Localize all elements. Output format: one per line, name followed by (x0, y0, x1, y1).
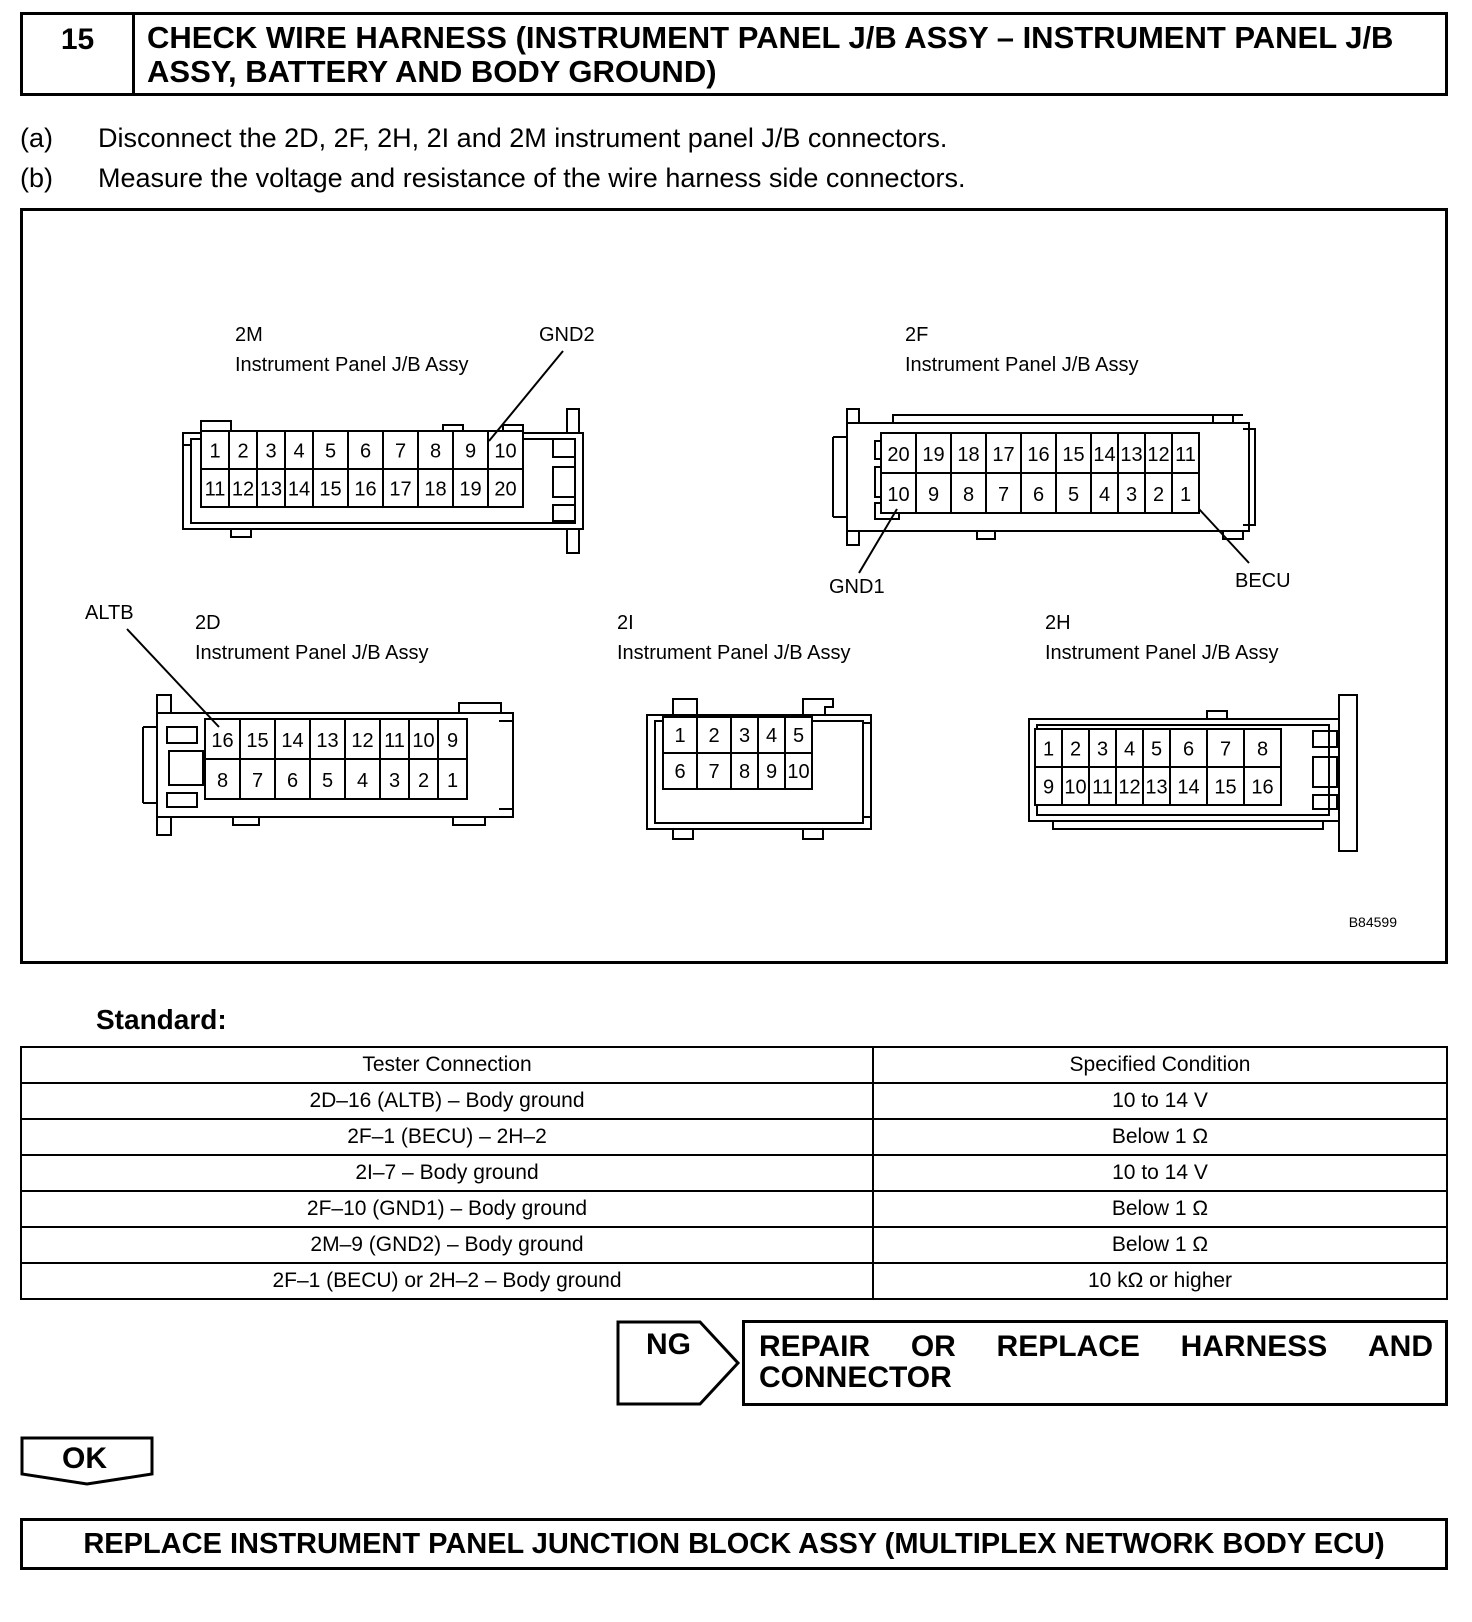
step-number: 15 (23, 15, 135, 93)
table-cell: 10 to 14 V (873, 1083, 1447, 1119)
leader-becu (1199, 509, 1249, 563)
pin-number: 6 (674, 761, 686, 784)
pin-number: 7 (251, 770, 264, 792)
pin-number: 9 (1042, 776, 1055, 799)
pin-number: 5 (1067, 484, 1080, 506)
table-cell: Below 1 Ω (873, 1191, 1447, 1227)
pin-number: 15 (1062, 444, 1085, 466)
connector-diagram (20, 208, 1448, 964)
ng-word: REPLACE (996, 1330, 1140, 1363)
pin-number: 16 (1027, 444, 1050, 466)
pin-number: 8 (962, 484, 975, 506)
spec-table (20, 1046, 1448, 1300)
pin-number: 7 (394, 440, 407, 463)
instruction-text: Measure the voltage and resistance of the wire harness side connectors. (98, 163, 966, 193)
table-header: Tester Connection (21, 1047, 873, 1083)
pin-number: 13 (259, 478, 283, 501)
step-title: CHECK WIRE HARNESS (INSTRUMENT PANEL J/B ASSY – INSTRUMENT PANEL J/B ASSY, BATTERY AND BODY GROUND) (147, 20, 1394, 89)
ng-action-box (742, 1320, 1448, 1406)
ok-label: OK (62, 1442, 107, 1475)
pin-number: 5 (321, 770, 334, 792)
connector-id-2h: 2H (1045, 612, 1071, 634)
table-cell: 2F–1 (BECU) or 2H–2 – Body ground (21, 1263, 873, 1299)
pin-number: 3 (738, 725, 751, 748)
pin-number: 15 (246, 730, 269, 752)
connector-id-2i: 2I (617, 612, 634, 634)
pin-number: 5 (324, 440, 337, 463)
ng-word: OR (910, 1330, 956, 1363)
pin-number: 10 (412, 730, 435, 752)
pin-number: 1 (1179, 484, 1192, 506)
pin-number: 19 (922, 444, 945, 466)
pin-number: 3 (388, 770, 401, 792)
pin-number: 19 (459, 478, 482, 501)
pin-number: 6 (1032, 484, 1045, 506)
pin-number: 3 (265, 440, 277, 463)
pin-number: 10 (787, 761, 810, 784)
pin-number: 9 (446, 730, 459, 752)
pin-number: 8 (1256, 738, 1269, 761)
pin-number: 4 (356, 770, 369, 792)
pin-number: 7 (1219, 738, 1232, 761)
pin-number: 1 (209, 440, 221, 463)
callout-altb: ALTB (85, 602, 134, 624)
pin-number: 16 (211, 730, 234, 752)
pin-number: 2 (708, 725, 720, 748)
table-row (21, 1083, 1447, 1119)
pin-number: 1 (674, 725, 686, 748)
ng-action-line1 (759, 1331, 1433, 1362)
ng-action-line2: CONNECTOR (759, 1361, 952, 1394)
instruction-b (20, 162, 1420, 194)
table-row (21, 1191, 1447, 1227)
pin-number: 10 (887, 484, 910, 506)
connector-name-2i: Instrument Panel J/B Assy (617, 642, 851, 664)
pin-number: 18 (424, 478, 447, 501)
ng-arrow (616, 1320, 742, 1406)
connector-id-2d: 2D (195, 612, 221, 634)
pin-number: 2 (1069, 738, 1082, 761)
pin-number: 12 (231, 478, 255, 501)
connector-name-2h: Instrument Panel J/B Assy (1045, 642, 1279, 664)
instruction-label: (b) (20, 163, 53, 193)
pin-number: 10 (1064, 776, 1087, 799)
pin-number: 4 (1098, 484, 1111, 506)
standard-label: Standard: (96, 1004, 227, 1035)
pin-number: 2 (237, 440, 249, 463)
pin-number: 20 (494, 478, 517, 501)
connector-diagram-svg (23, 211, 1445, 961)
table-cell: 10 to 14 V (873, 1155, 1447, 1191)
instruction-text: Disconnect the 2D, 2F, 2H, 2I and 2M instrument panel J/B connectors. (98, 123, 948, 153)
pin-number: 5 (792, 725, 805, 748)
final-action-text: REPLACE INSTRUMENT PANEL JUNCTION BLOCK ASSY (MULTIPLEX NETWORK BODY ECU) (83, 1527, 1385, 1560)
pin-number: 14 (1177, 776, 1200, 799)
pin-number: 15 (319, 478, 342, 501)
leader-gnd2 (489, 351, 563, 441)
pin-number: 8 (738, 761, 751, 784)
pin-number: 1 (1042, 738, 1055, 761)
pin-number: 8 (429, 440, 442, 463)
pin-number: 9 (464, 440, 477, 463)
pin-number: 8 (216, 770, 229, 792)
pin-number: 13 (1120, 444, 1143, 466)
table-header-row (21, 1047, 1447, 1083)
pin-number: 4 (765, 725, 778, 748)
pin-number: 20 (887, 444, 910, 466)
connector-name-2m: Instrument Panel J/B Assy (235, 354, 469, 376)
pin-number: 2 (1152, 484, 1165, 506)
pin-number: 10 (494, 440, 517, 463)
pin-number: 2 (417, 770, 430, 792)
table-cell: 2I–7 – Body ground (21, 1155, 873, 1191)
pin-number: 7 (997, 484, 1010, 506)
callout-becu: BECU (1235, 570, 1291, 592)
pin-number: 14 (1093, 444, 1116, 466)
pin-number: 3 (1096, 738, 1109, 761)
pin-number: 13 (316, 730, 339, 752)
pin-number: 18 (957, 444, 980, 466)
table-cell: Below 1 Ω (873, 1227, 1447, 1263)
table-cell: 2F–1 (BECU) – 2H–2 (21, 1119, 873, 1155)
pin-number: 16 (354, 478, 377, 501)
pin-number: 13 (1145, 776, 1168, 799)
final-action-box (20, 1518, 1448, 1570)
pin-number: 12 (1147, 444, 1170, 466)
table-row (21, 1263, 1447, 1299)
pin-number: 6 (359, 440, 372, 463)
table-row (21, 1227, 1447, 1263)
connector-id-2f: 2F (905, 324, 929, 346)
pin-number: 9 (927, 484, 940, 506)
pin-number: 14 (281, 730, 304, 752)
pin-number: 7 (708, 761, 720, 784)
instruction-a (20, 122, 1420, 154)
pin-number: 12 (1118, 776, 1141, 799)
table-cell: 10 kΩ or higher (873, 1263, 1447, 1299)
diagram-code: B84599 (1348, 914, 1397, 930)
pin-number: 11 (1092, 776, 1113, 799)
callout-gnd2: GND2 (539, 324, 595, 346)
ng-label: NG (646, 1328, 691, 1361)
connector-name-2d: Instrument Panel J/B Assy (195, 642, 429, 664)
pin-number: 3 (1125, 484, 1138, 506)
pin-number: 14 (287, 478, 311, 501)
pin-number: 9 (765, 761, 778, 784)
pin-number: 11 (384, 730, 405, 752)
pin-number: 16 (1251, 776, 1274, 799)
connector-id-2m: 2M (235, 324, 263, 346)
pin-number: 1 (446, 770, 459, 792)
pin-number: 17 (389, 478, 412, 501)
pin-number: 6 (1182, 738, 1195, 761)
table-row (21, 1155, 1447, 1191)
ng-word: HARNESS (1180, 1330, 1328, 1363)
pin-number: 15 (1214, 776, 1237, 799)
table-cell: 2F–10 (GND1) – Body ground (21, 1191, 873, 1227)
connector-name-2f: Instrument Panel J/B Assy (905, 354, 1139, 376)
table-cell: 2D–16 (ALTB) – Body ground (21, 1083, 873, 1119)
ng-word: REPAIR (759, 1330, 871, 1363)
ng-word: AND (1368, 1330, 1433, 1363)
step-header (20, 12, 1448, 96)
pin-number: 11 (204, 478, 226, 501)
table-header: Specified Condition (873, 1047, 1447, 1083)
pin-number: 4 (1123, 738, 1136, 761)
pin-number: 6 (286, 770, 299, 792)
pin-number: 11 (1175, 444, 1196, 466)
ok-arrow (20, 1436, 156, 1488)
pin-number: 12 (351, 730, 374, 752)
pin-number: 17 (992, 444, 1015, 466)
table-cell: Below 1 Ω (873, 1119, 1447, 1155)
table-row (21, 1119, 1447, 1155)
callout-gnd1: GND1 (829, 576, 885, 598)
pin-number: 5 (1150, 738, 1163, 761)
instruction-label: (a) (20, 123, 53, 153)
table-cell: 2M–9 (GND2) – Body ground (21, 1227, 873, 1263)
pin-number: 4 (293, 440, 305, 463)
